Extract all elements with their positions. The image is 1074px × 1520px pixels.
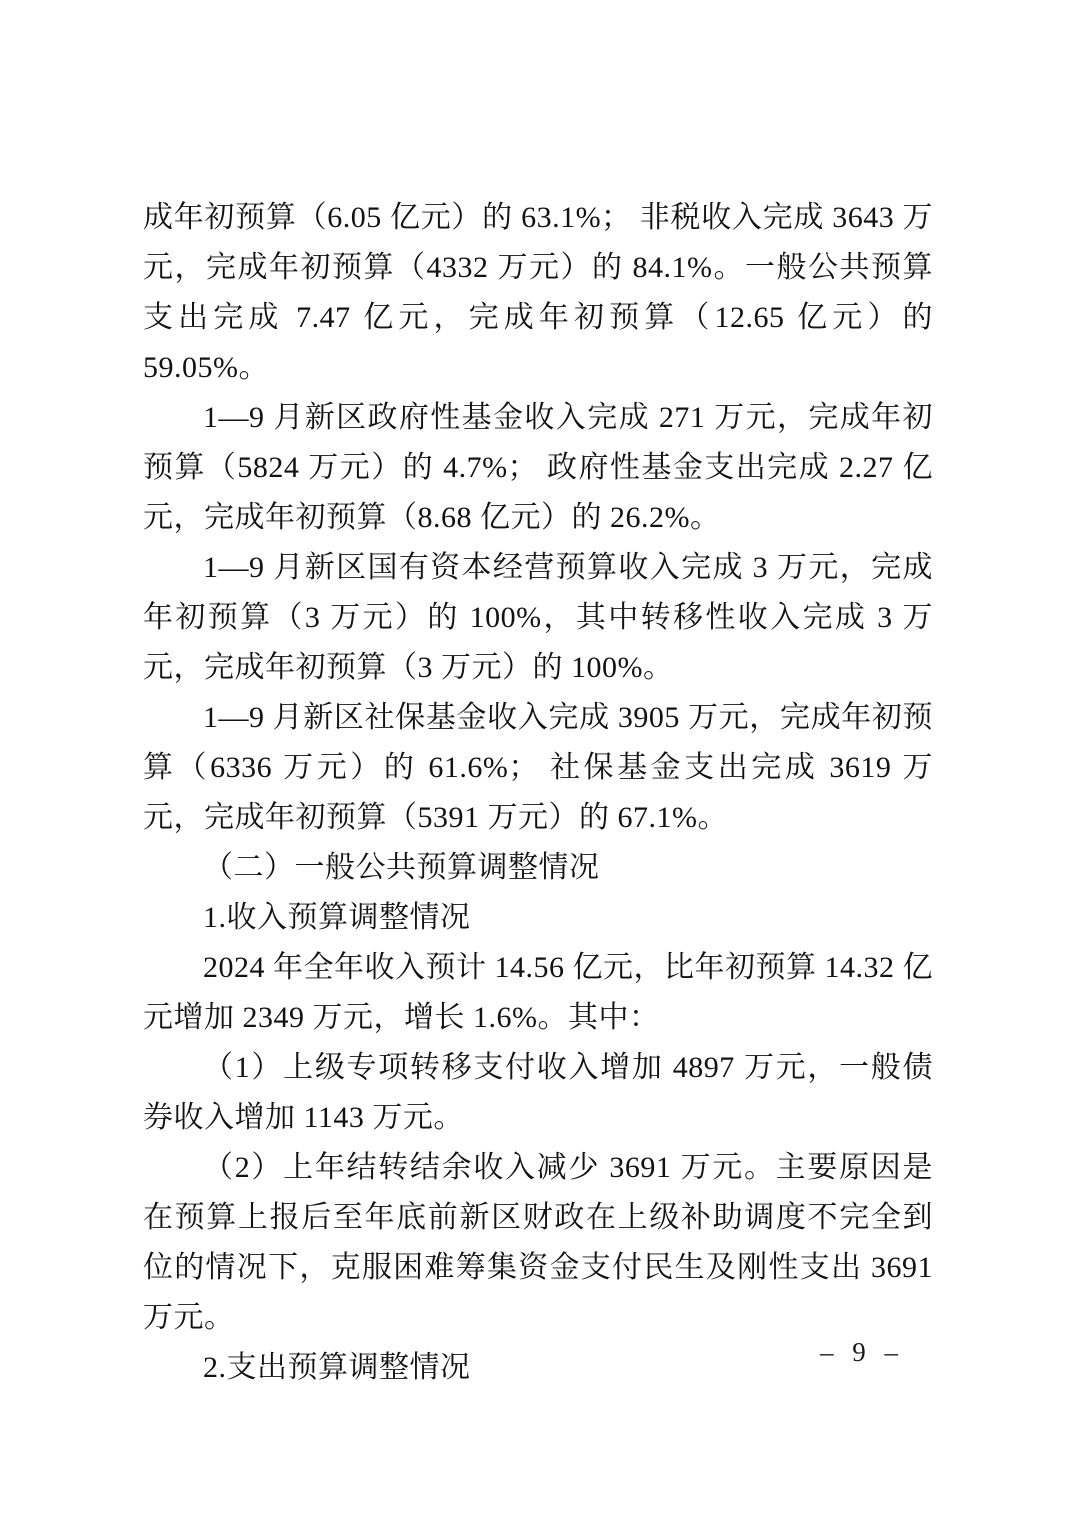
paragraph-carryover-decrease: （2）上年结转结余收入减少 3691 万元。主要原因是在预算上报后至年底前新区财政在上级补助调度不完全到位的情况下，克服困难筹集资金支付民生及刚性支出 3691 万元。 <box>143 1151 933 1334</box>
paragraph-social-security-fund: 1—9 月新区社保基金收入完成 3905 万元，完成年初预算（6336 万元）的 61.6%； 社保基金支出完成 3619 万元，完成年初预算（5391 万元）的 67.1%。 <box>143 701 933 834</box>
paragraph-transfer-payment-increase: （1）上级专项转移支付收入增加 4897 万元，一般债券收入增加 1143 万元。 <box>143 1051 933 1134</box>
paragraph-budget-revenue-continuation: 成年初预算（6.05 亿元）的 63.1%； 非税收入完成 3643 万元，完成年初预算（4332 万元）的 84.1%。一般公共预算支出完成 7.47 亿元，完成年初预算（12.65 亿元）的 59.05%。 <box>143 201 933 384</box>
paragraph-government-fund: 1—9 月新区政府性基金收入完成 271 万元，完成年初预算（5824 万元）的 4.7%； 政府性基金支出完成 2.27 亿元，完成年初预算（8.68 亿元）的 26.2%。 <box>143 401 933 534</box>
document-body <box>143 193 933 1393</box>
section-heading-budget-adjustment: （二）一般公共预算调整情况 <box>203 851 600 884</box>
subheading-expenditure-adjustment: 2.支出预算调整情况 <box>203 1351 471 1384</box>
subheading-revenue-adjustment: 1.收入预算调整情况 <box>203 901 471 934</box>
page-number: – 9 – <box>820 1337 904 1367</box>
paragraph-state-capital: 1—9 月新区国有资本经营预算收入完成 3 万元，完成年初预算（3 万元）的 100%，其中转移性收入完成 3 万元，完成年初预算（3 万元）的 100%。 <box>143 551 933 684</box>
paragraph-annual-revenue-forecast: 2024 年全年收入预计 14.56 亿元，比年初预算 14.32 亿元增加 2349 万元，增长 1.6%。其中： <box>143 951 933 1034</box>
